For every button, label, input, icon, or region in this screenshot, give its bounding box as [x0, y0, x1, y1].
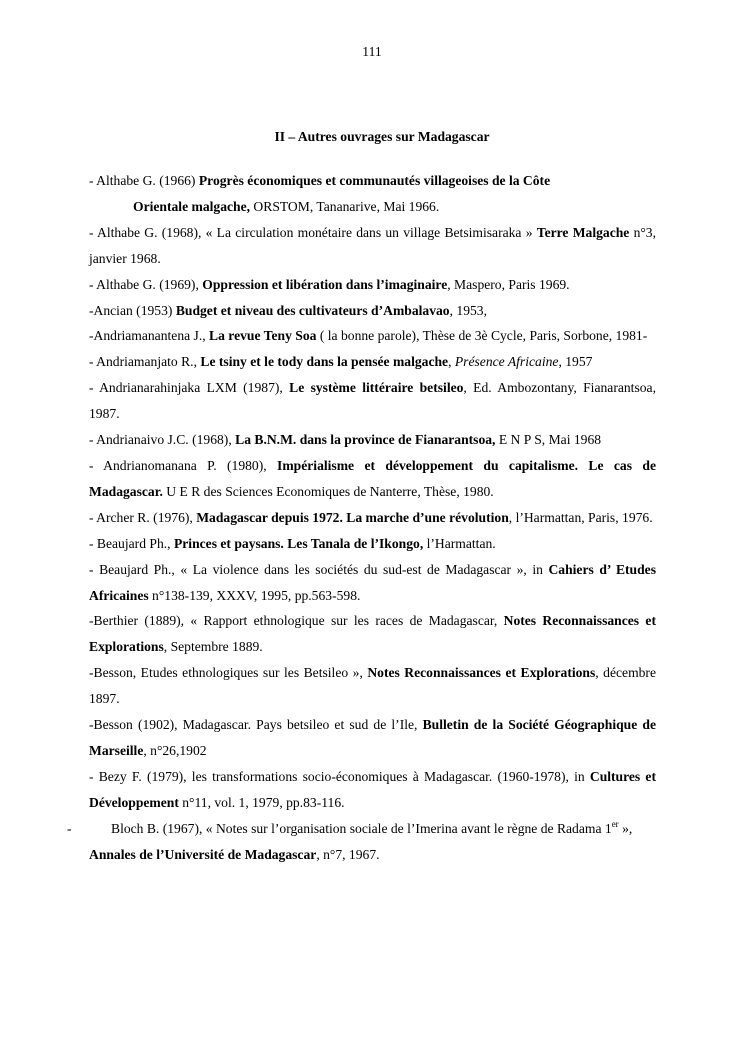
bibliography-entry-andriamanantena: -Andriamanantena J., La revue Teny Soa ( la bonne parole), Thèse de 3è Cycle, Paris, Sorbone, 1981-	[89, 328, 648, 344]
bibliography-entry-althabe-1966: - Althabe G. (1966) Progrès économiques et communautés villageoises de la Côte Orientale malgache, ORSTOM, Tananarive, Mai 1966.	[89, 173, 551, 214]
section-title: II – Autres ouvrages sur Madagascar	[274, 129, 490, 144]
bibliography-entry-besson-1897: -Besson, Etudes ethnologiques sur les Betsileo », Notes Reconnaissances et Explorations, décembre 1897.	[89, 665, 656, 707]
work-title-cont: Orientale malgache,	[133, 198, 251, 214]
list-bullet: -	[67, 820, 72, 836]
work-title: La B.N.M. dans la province de Fianarantsoa,	[235, 432, 496, 448]
work-title: Le tsiny et le tody dans la pensée malgache	[200, 354, 449, 370]
bibliography-entry-althabe-1968: - Althabe G. (1968), « La circulation monétaire dans un village Betsimisaraka » Terre Malgache n°3, janvier 1968.	[89, 224, 656, 266]
work-title: Oppression et libération dans l’imaginaire	[202, 276, 448, 292]
superscript: er	[611, 818, 619, 829]
work-title: Terre Malgache	[536, 224, 630, 240]
journal-title: Présence Africaine	[454, 354, 559, 370]
bibliography-entry-andriamanjato: - Andriamanjato R., Le tsiny et le tody dans la pensée malgache, Présence Africaine, 1957	[89, 354, 593, 370]
journal-title: Notes Reconnaissances et Explorations	[367, 665, 596, 681]
journal-title: Cahiers d’ Etudes Africaines	[89, 561, 656, 603]
bibliography-entry-besson-1902: -Besson (1902), Madagascar. Pays betsileo et sud de l’Ile, Bulletin de la Société Géographique de Marseille, n°26,1902	[89, 717, 656, 758]
bibliography-entry-bloch-journal: Annales de l’Université de Madagascar, n°7, 1967.	[89, 846, 380, 862]
journal-title: Notes Reconnaissances et Explorations	[89, 613, 656, 655]
work-title: Budget et niveau des cultivateurs d’Ambalavao	[175, 302, 450, 318]
page-number: 111	[362, 44, 382, 59]
bibliography-entry-ancian-1953: -Ancian (1953) Budget et niveau des cultivateurs d’Ambalavao, 1953,	[89, 302, 487, 318]
journal-title: Cultures et Développement	[89, 768, 656, 810]
bibliography-entry-archer: - Archer R. (1976), Madagascar depuis 1972. La marche d’une révolution, l’Harmattan, Paris, 1976.	[89, 509, 653, 525]
work-title: La revue Teny Soa	[209, 328, 317, 344]
work-title: Progrès économiques et communautés villageoises de la Côte	[198, 173, 551, 188]
bibliography-entry-andrianomanana: - Andrianomanana P. (1980), Impérialisme et développement du capitalisme. Le cas de Madagascar. U E R des Sciences Economiques de Nanterre, Thèse, 1980.	[89, 457, 656, 499]
bibliography-entry-bloch: - Bloch B. (1967), « Notes sur l’organisation sociale de l’Imerina avant le règne de Radama 1er »,	[89, 816, 656, 842]
work-title: Le système littéraire betsileo	[289, 380, 464, 396]
journal-title: Annales de l’Université de Madagascar	[89, 846, 317, 862]
bibliography-entry-beaujard-princes: - Beaujard Ph., Princes et paysans. Les Tanala de l’Ikongo, l’Harmattan.	[89, 535, 496, 551]
journal-title: Bulletin de la Société Géographique de Marseille	[89, 717, 656, 758]
work-title: Madagascar depuis 1972. La marche d’une révolution	[196, 509, 509, 525]
work-title: Princes et paysans. Les Tanala de l’Ikongo,	[173, 535, 424, 551]
bibliography-entry-andrianarahinjaka: - Andrianarahinjaka LXM (1987), Le système littéraire betsileo, Ed. Ambozontany, Fianarantsoa, 1987.	[89, 380, 656, 422]
bibliography-list	[67, 168, 656, 867]
bibliography-entry-bezy: - Bezy F. (1979), les transformations socio-économiques à Madagascar. (1960-1978), in Cultures et Développement n°11, vol. 1, 1979, pp.83-116.	[89, 768, 656, 810]
work-title: Impérialisme et développement du capitalisme. Le cas de Madagascar.	[89, 457, 656, 499]
bibliography-entry-althabe-1969: - Althabe G. (1969), Oppression et libération dans l’imaginaire, Maspero, Paris 1969.	[89, 276, 570, 292]
bibliography-entry-andrianaivo: - Andrianaivo J.C. (1968), La B.N.M. dans la province de Fianarantsoa, E N P S, Mai 1968	[89, 432, 602, 448]
bibliography-entry-beaujard-violence: - Beaujard Ph., « La violence dans les sociétés du sud-est de Madagascar », in Cahiers d’ Etudes Africaines n°138-139, XXXV, 1995, pp.563-598.	[89, 561, 656, 603]
bibliography-entry-berthier: -Berthier (1889), « Rapport ethnologique sur les races de Madagascar, Notes Reconnaissances et Explorations, Septembre 1889.	[89, 613, 656, 655]
